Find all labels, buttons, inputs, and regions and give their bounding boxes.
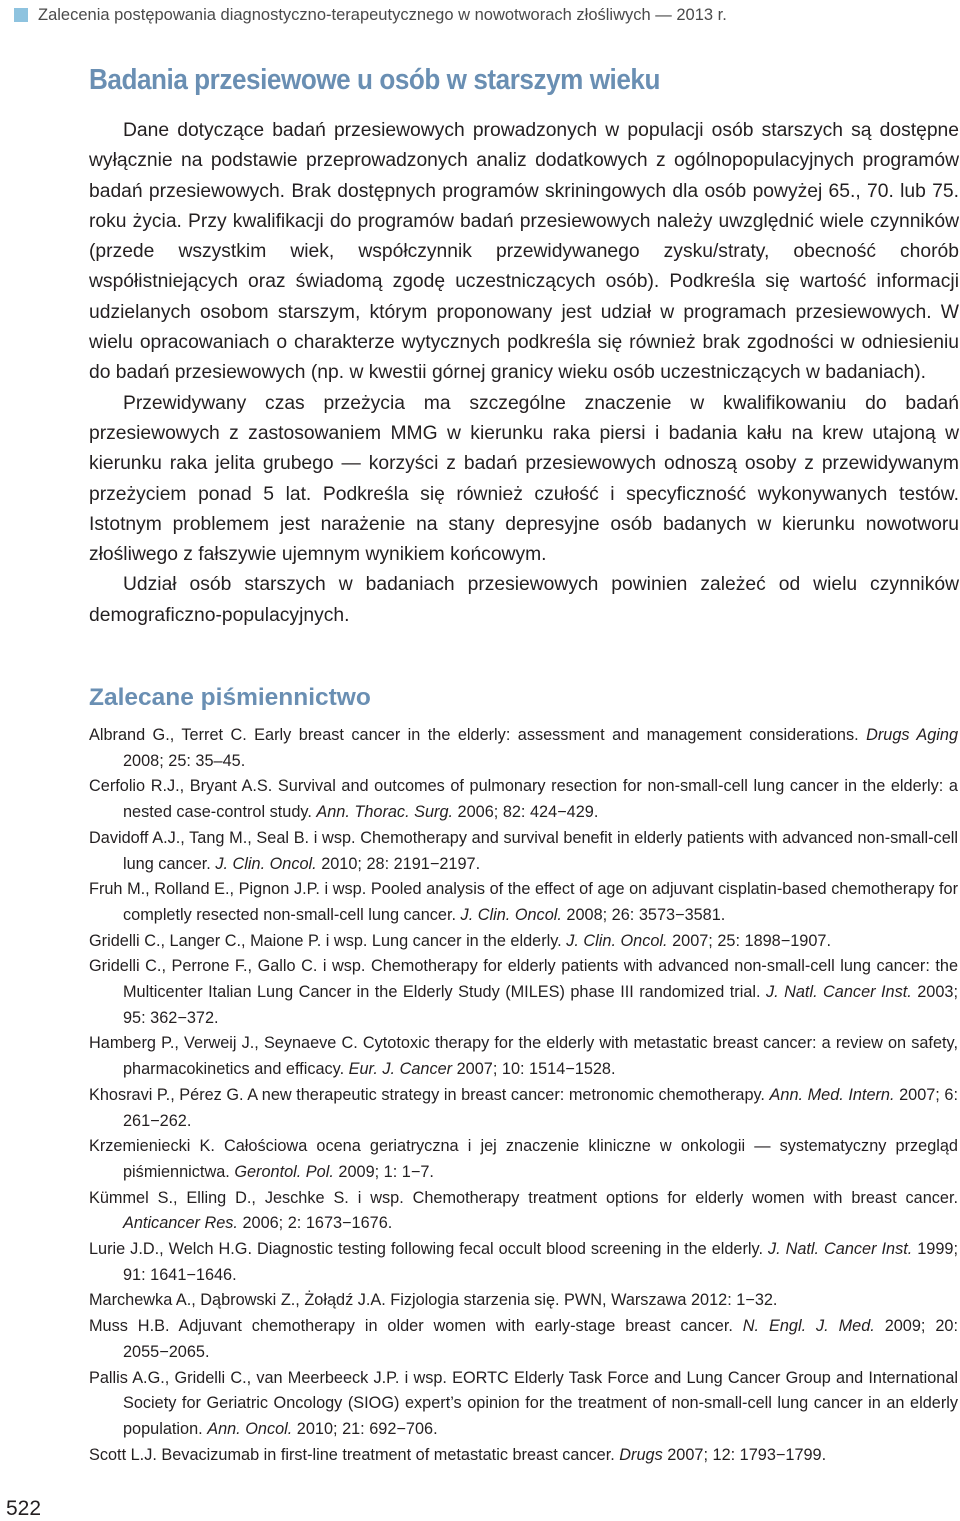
reference-text: Gridelli C., Langer C., Maione P. i wsp. Lung cancer in the elderly. bbox=[89, 931, 567, 950]
reference-journal: Ann. Med. Intern. bbox=[769, 1085, 895, 1104]
page-number: 522 bbox=[6, 1497, 42, 1520]
reference-text: Cerfolio R.J., Bryant A.S. Survival and outcomes of pulmonary resection for non-small-cell lung cancer in the elderly: a nested case-control study. bbox=[89, 777, 958, 822]
reference-text: Kümmel S., Elling D., Jeschke S. i wsp. Chemotherapy treatment options for elderly women with breast cancer. bbox=[89, 1188, 958, 1207]
reference-text: Muss H.B. Adjuvant chemotherapy in older women with early-stage breast cancer. bbox=[89, 1317, 743, 1336]
reference-item bbox=[89, 723, 958, 774]
reference-details: 2003; 95: 362−372. bbox=[123, 983, 958, 1027]
reference-journal: Ann. Thorac. Surg. bbox=[316, 803, 454, 822]
reference-details: 2010; 21: 692−706. bbox=[292, 1419, 438, 1438]
reference-text: Gridelli C., Perrone F., Gallo C. i wsp. Chemotherapy for elderly patients with advanced non-small-cell lung cancer: the Multicenter Italian Lung Cancer in the Elderly Study (MILES) phase III randomized trial. bbox=[89, 957, 958, 1002]
paragraph: Przewidywany czas przeżycia ma szczególne znaczenie w kwalifikowaniu do badań przesiewowych z zastosowaniem MMG w kierunku raka piersi i badania kału na krew utajoną w kierunku raka jelita grubego — korzyści z badań przesiewowych odnoszą osoby z przewidywanym przeżyciem ponad 5 lat. Podkreśla się również czułość i specyficzność wykonywanych testów. Istotnym problemem jest narażenie na stany depresyjne osób badanych w kierunku nowotworu złośliwego z fałszywie ujemnym wynikiem końcowym. bbox=[89, 392, 959, 566]
reference-journal: Ann. Oncol. bbox=[207, 1419, 293, 1438]
references-list bbox=[89, 723, 958, 1468]
reference-journal: Drugs Aging bbox=[866, 726, 958, 744]
reference-item bbox=[89, 1134, 958, 1185]
reference-details: 2009; 1: 1−7. bbox=[333, 1162, 434, 1181]
reference-item bbox=[89, 826, 958, 877]
reference-text: Hamberg P., Verweij J., Seynaeve C. Cytotoxic therapy for the elderly with metastatic breast cancer: a review on safety, pharmacokinetics and efficacy. bbox=[89, 1034, 958, 1079]
reference-text: Albrand G., Terret C. Early breast cancer in the elderly: assessment and management considerations. bbox=[89, 726, 867, 744]
section-title: Badania przesiewowe u osób w starszym wieku bbox=[89, 64, 660, 96]
reference-journal: Eur. J. Cancer bbox=[348, 1060, 453, 1079]
reference-text: Fruh M., Rolland E., Pignon J.P. i wsp. Pooled analysis of the effect of age on adjuvant cisplatin-based chemotherapy for completly resected non-small-cell lung cancer. bbox=[89, 880, 958, 924]
reference-item bbox=[89, 1031, 958, 1082]
reference-journal: Anticancer Res. bbox=[123, 1214, 238, 1233]
header-square-icon bbox=[14, 8, 28, 22]
paragraph: Dane dotyczące badań przesiewowych prowadzonych w populacji osób starszych są dostępne wyłącznie na podstawie przeprowadzonych analiz dodatkowych z ogólnopopulacyjnych programów badań przesiewowych. Brak dostępnych programów skriningowych dla osób powyżej 65., 70. lub 75. roku życia. Przy kwalifikacji do programów badań przesiewowych należy uwzględnić wiele czynników (przede wszystkim wiek, współczynnik przewidywanego zysku/straty, obecność chorób współistniejących oraz świadomą zgodę uczestniczących osób). Podkreśla się wartość informacji udzielanych osobom starszym, którym proponowany jest udział w programach przesiewowych. W wielu opracowaniach o charakterze wytycznych podkreśla się również brak zgodności w odniesieniu do badań przesiewowych (np. w kwestii górnej granicy wieku osób uczestniczących w badaniach). bbox=[89, 120, 959, 384]
reference-item bbox=[89, 954, 958, 1031]
reference-item bbox=[89, 1288, 958, 1314]
reference-text: Scott L.J. Bevacizumab in first-line treatment of metastatic breast cancer. bbox=[89, 1445, 620, 1464]
reference-text: Krzemieniecki K. Całościowa ocena geriatryczna i jej znaczenie kliniczne w onkologii — systematyczny przegląd piśmiennictwa. bbox=[89, 1137, 958, 1181]
reference-text: Pallis A.G., Gridelli C., van Meerbeeck J.P. i wsp. EORTC Elderly Task Force and Lung Cancer Group and International Society for Geriatric Oncology (SIOG) expert’s opinion for the treatment of non-small-cell lung cancer in an elderly population. bbox=[89, 1368, 958, 1438]
reference-item bbox=[89, 1186, 958, 1237]
reference-details: 2006; 2: 1673−1676. bbox=[237, 1214, 393, 1233]
reference-details: 2007; 10: 1514−1528. bbox=[452, 1060, 616, 1079]
reference-journal: J. Clin. Oncol. bbox=[215, 854, 317, 873]
reference-journal: N. Engl. J. Med. bbox=[742, 1317, 875, 1336]
reference-details: 2009; 20: 2055−2065. bbox=[123, 1317, 958, 1361]
reference-text: Marchewka A., Dąbrowski Z., Żołądź J.A. Fizjologia starzenia się. PWN, Warszawa 2012: 1−32. bbox=[89, 1291, 778, 1310]
section-body bbox=[89, 116, 959, 631]
reference-item bbox=[89, 1083, 958, 1134]
reference-journal: J. Clin. Oncol. bbox=[566, 931, 668, 950]
reference-item bbox=[89, 877, 958, 928]
reference-item bbox=[89, 929, 958, 955]
reference-text: Lurie J.D., Welch H.G. Diagnostic testing following fecal occult blood screening in the elderly. bbox=[89, 1240, 768, 1259]
running-title: Zalecenia postępowania diagnostyczno-terapeutycznego w nowotworach złośliwych — 2013 r. bbox=[38, 5, 727, 24]
reference-journal: J. Natl. Cancer Inst. bbox=[767, 1240, 913, 1259]
reference-item bbox=[89, 774, 958, 825]
running-header bbox=[14, 5, 950, 25]
reference-details: 2010; 28: 2191−2197. bbox=[316, 854, 481, 873]
reference-text: Khosravi P., Pérez G. A new therapeutic strategy in breast cancer: metronomic chemotherapy. bbox=[89, 1085, 770, 1104]
reference-journal: J. Natl. Cancer Inst. bbox=[765, 983, 912, 1002]
reference-details: 2007; 6: 261−262. bbox=[123, 1085, 958, 1130]
reference-journal: Drugs bbox=[619, 1445, 663, 1464]
reference-item bbox=[89, 1314, 958, 1365]
reference-details: 2006; 82: 424−429. bbox=[453, 803, 599, 822]
references-title: Zalecane piśmiennictwo bbox=[89, 684, 371, 711]
paragraph: Udział osób starszych w badaniach przesiewowych powinien zależeć od wielu czynników demograficzno-populacyjnych. bbox=[89, 574, 959, 626]
reference-journal: J. Clin. Oncol. bbox=[460, 905, 562, 924]
reference-item bbox=[89, 1443, 958, 1469]
reference-details: 2007; 12: 1793−1799. bbox=[662, 1445, 827, 1464]
reference-item bbox=[89, 1237, 958, 1288]
reference-text: Davidoff A.J., Tang M., Seal B. i wsp. Chemotherapy and survival benefit in elderly patients with advanced non-small-cell lung cancer. bbox=[89, 828, 958, 873]
reference-item bbox=[89, 1366, 958, 1443]
reference-details: 1999; 91: 1641−1646. bbox=[123, 1240, 958, 1284]
reference-details: 2008; 25: 35–45. bbox=[123, 751, 246, 770]
reference-details: 2007; 25: 1898−1907. bbox=[667, 931, 831, 950]
reference-details: 2008; 26: 3573−3581. bbox=[561, 905, 726, 924]
reference-journal: Gerontol. Pol. bbox=[234, 1162, 334, 1181]
